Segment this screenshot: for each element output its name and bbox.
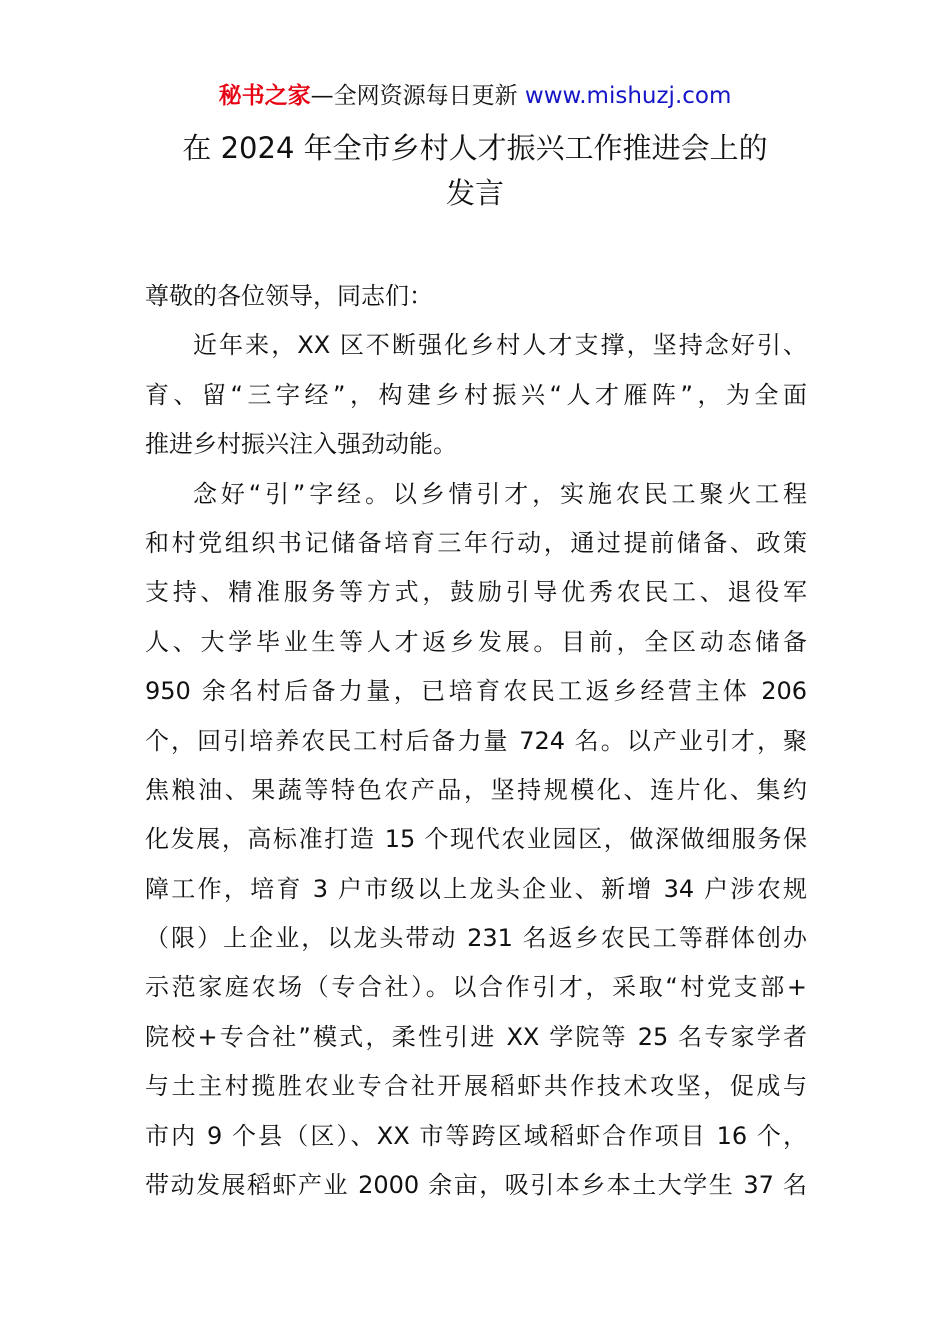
paragraph-line: 念好“引”字经。以乡情引才，实施农民工聚火工程 — [193, 479, 807, 508]
paragraph-line: 近年来，XX 区不断强化乡村人才支撑，坚持念好引、 — [193, 331, 807, 360]
paragraph-line: 推进乡村振兴注入强劲动能。 — [145, 430, 457, 459]
paragraph-line: 化发展，高标准打造 15 个现代农业园区，做深做细服务保 — [145, 825, 807, 854]
document-body — [145, 272, 807, 1210]
banner-tagline: —全网资源每日更新 — [310, 83, 525, 109]
paragraph-line: 个，回引培养农民工村后备力量 724 名。以产业引才，聚 — [145, 726, 807, 755]
paragraph-line: 育、留“三字经”，构建乡村振兴“人才雁阵”，为全面 — [145, 380, 807, 409]
document-title-line-1: 在 2024 年全市乡村人才振兴工作推进会上的 — [182, 131, 768, 165]
paragraph-line: 市内 9 个县（区）、XX 市等跨区域稻虾合作项目 16 个， — [145, 1121, 807, 1150]
paragraph-line: 院校+专合社”模式，柔性引进 XX 学院等 25 名专家学者 — [145, 1022, 807, 1051]
paragraph-line: 示范家庭农场（专合社）。以合作引才，采取“村党支部+ — [145, 973, 807, 1002]
site-banner — [0, 80, 950, 112]
paragraph-attract-talent — [145, 470, 807, 1211]
paragraph-line: 支持、精准服务等方式，鼓励引导优秀农民工、退役军 — [145, 578, 807, 607]
document-title-line-2: 发言 — [445, 176, 504, 210]
document-title — [0, 126, 950, 216]
salutation: 尊敬的各位领导，同志们： — [145, 282, 433, 310]
paragraph-line: 和村党组织书记储备培育三年行动，通过提前储备、政策 — [145, 528, 807, 557]
paragraph-line: （限）上企业，以龙头带动 231 名返乡农民工等群体创办 — [145, 924, 807, 953]
paragraph-intro — [145, 321, 807, 469]
paragraph-line: 障工作，培育 3 户市级以上龙头企业、新增 34 户涉农规 — [145, 874, 807, 903]
paragraph-line: 与土主村揽胜农业专合社开展稻虾共作技术攻坚，促成与 — [145, 1072, 807, 1101]
site-url-link[interactable]: www.mishuzj.com — [524, 83, 732, 109]
paragraph-line: 950 余名村后备力量，已培育农民工返乡经营主体 206 — [145, 677, 807, 706]
brand-name: 秘书之家 — [218, 83, 311, 109]
paragraph-line: 带动发展稻虾产业 2000 余亩，吸引本乡本土大学生 37 名 — [145, 1171, 807, 1200]
paragraph-line: 焦粮油、果蔬等特色农产品，坚持规模化、连片化、集约 — [145, 775, 807, 804]
paragraph-line: 人、大学毕业生等人才返乡发展。目前，全区动态储备 — [145, 627, 807, 656]
